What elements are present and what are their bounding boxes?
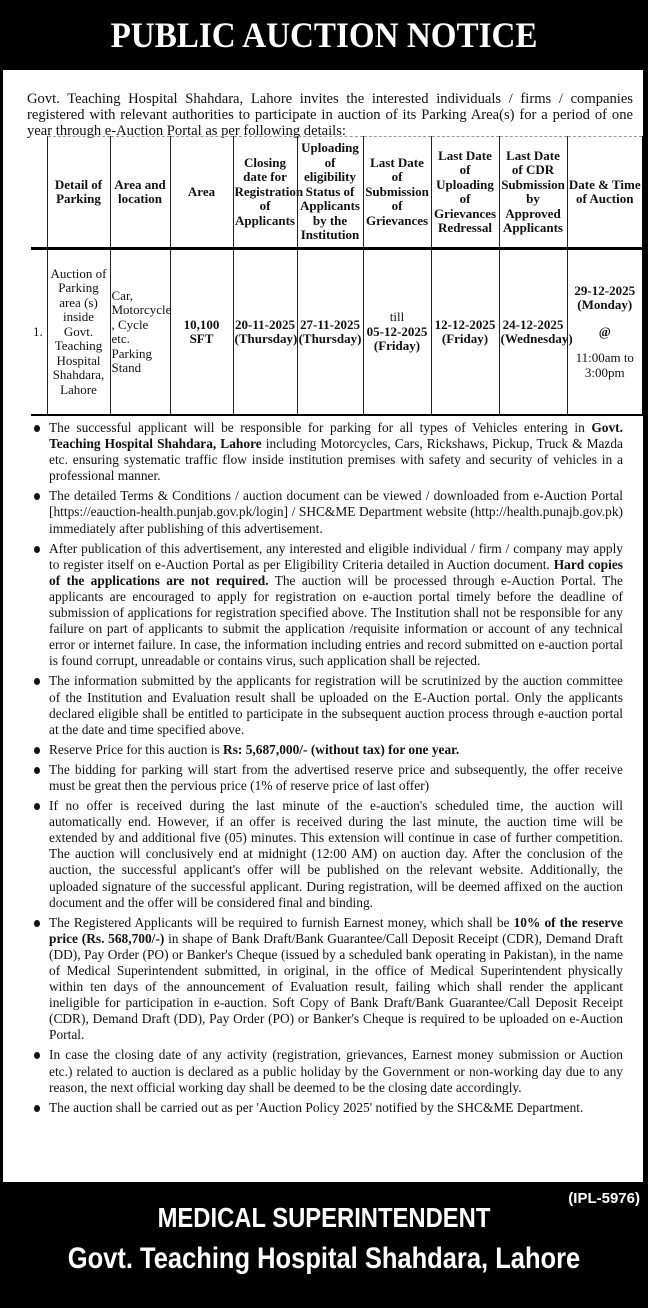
- term-text: In case the closing date of any activity (registration, grievances, Earnest money submission or Auction etc.) related to auction is declared as a public holiday by the Government or non-working day due to any reason, the next official working day shall be deemed to be the closing date accordingly.: [49, 1047, 623, 1095]
- term-item: [31, 1100, 623, 1116]
- term-text-bold: Rs: 5,687,000/- (without tax) for one year.: [223, 741, 460, 757]
- bullet-icon: [34, 1052, 40, 1059]
- terms-list: [31, 420, 623, 1120]
- bullet-icon: [34, 678, 40, 685]
- header-serial: [31, 137, 47, 249]
- cell-detail: Auction of Parking area (s) inside Govt. Teaching Hospital Shahdara, Lahore: [47, 249, 110, 416]
- cell-area: 10,100 SFT: [170, 249, 233, 416]
- cdr-date: 24-12-2025: [502, 316, 564, 332]
- term-text: The auction shall be carried out as per 'Auction Policy 2025' notified by the SHC&ME Department.: [49, 1099, 584, 1115]
- auction-at: @: [598, 323, 611, 339]
- term-text: including Motorcycles, Cars, Rickshaws, Pickup, Truck & Mazda etc. ensuring systematic traffic flow inside institution premises with safety and security of vehicles in a professional manner.: [49, 436, 623, 484]
- term-text: If no offer is received during the last minute of the e-auction's scheduled time, the auction will automatically end. However, if an offer is received during the last minute, the auction time will be extended by and additional five (05) minutes. This extension will continue in case of further competition. The auction will conclusively end at midnight (12:00 AM) on auction day. After the conclusion of the auction, the successful applicant's offer will be published on the relevant website. Additionally, the uploaded signature of the successful applicant. During registration, will be deemed affixed on the auction document and the offer will be considered final and binding.: [49, 798, 623, 910]
- term-item: [31, 673, 623, 737]
- auction-date: 29-12-2025: [574, 282, 636, 298]
- term-text: The successful applicant will be responsible for parking for all types of Vehicles entering in: [49, 420, 592, 435]
- cell-grievance-date: [363, 249, 431, 416]
- signatory-organization: Govt. Teaching Hospital Shahdara, Lahore: [67, 1242, 581, 1275]
- cell-closing-date: [233, 249, 297, 416]
- term-text: After publication of this advertisement, any interested and eligible individual / firm / company may apply to register itself on e-Auction Portal as per Eligibility Criteria detailed in Auction document.: [49, 540, 623, 572]
- header-eligibility-upload: Uploading of eligibility Status of Applicants by the Institution: [297, 137, 363, 249]
- term-item: [31, 488, 623, 536]
- header-grievance-redressal: Last Date of Uploading of Grievances Redressal: [431, 137, 499, 249]
- term-item: [31, 742, 623, 758]
- header-detail-of-parking: Detail of Parking: [47, 137, 110, 249]
- term-text: in shape of Bank Draft/Bank Guarantee/Call Deposit Receipt (CDR), Demand Draft (DD), Pay Order (PO) or Banker's Cheque (issued by a scheduled bank operating in Pakistan), in the name of Medical Superintendent submitted, in original, in the office of Medical Superintendent physically within ten days of the announcement of Evaluation result, failing which shall render the applicant ineligible for participation in e-auction. Soft Copy of Bank Draft/Bank Guarantee/Call Deposit Receipt (CDR), Demand Draft (DD), Pay Order (PO) or Banker's Cheque is required to be uploaded on e-Auction Portal.: [49, 930, 624, 1043]
- notice-header: [0, 0, 648, 70]
- grievance-prefix: till: [389, 309, 405, 325]
- bullet-icon: [34, 803, 40, 810]
- term-item: [31, 798, 623, 911]
- header-auction-date-time: Date & Time of Auction: [567, 137, 643, 249]
- intro-paragraph: Govt. Teaching Hospital Shahdara, Lahore invites the interested individuals / firms / companies registered with relevant authorities to participate in auction of its Parking Area(s) for a period of one year through e-Auction Portal as per following details:: [27, 90, 633, 139]
- term-item: [31, 1047, 623, 1095]
- header-closing-date: Closing date for Registration of Applicants: [233, 137, 297, 249]
- header-grievance-submission: Last Date of Submission of Grievances: [363, 137, 431, 249]
- ipl-reference: (IPL-5976): [568, 1190, 640, 1207]
- signatory-designation: MEDICAL SUPERINTENDENT: [157, 1202, 491, 1233]
- cdr-day: (Wednesday): [500, 331, 573, 346]
- notice-title: PUBLIC AUCTION NOTICE: [110, 15, 538, 55]
- grievance-date: 05-12-2025: [366, 323, 428, 339]
- cell-redressal-date: [431, 249, 499, 416]
- eligibility-day: (Thursday): [298, 331, 362, 346]
- notice-body: [3, 70, 643, 1182]
- term-text: The detailed Terms & Conditions / auction document can be viewed / downloaded from e-Auction Portal [https://eauction-health.punjab.gov.pk/login] / SHC&ME Department website (http://health.punajb.gov.pk) immediately after publishing of this advertisement.: [49, 488, 623, 536]
- term-item: [31, 762, 623, 794]
- table-header-row: [31, 137, 643, 249]
- redressal-date: 12-12-2025: [434, 316, 496, 332]
- notice-footer: [0, 1182, 648, 1308]
- bullet-icon: [34, 767, 40, 774]
- bullet-icon: [34, 546, 40, 553]
- term-text: Reserve Price for this auction is: [49, 741, 224, 757]
- cell-auction-date-time: [567, 249, 643, 416]
- bullet-icon: [34, 747, 40, 754]
- term-text: The auction will be processed through e-Auction Portal. The applicants are encouraged to apply for registration on e-auction portal timely before the deadline of submission of applications for registration specified above. The Institution shall not be responsible for any failure on part of applicants to submit the application /requisite information or account of any technical error or internet failure. In case, the information including entries and record submitted on e-auction portal is found corrupt, unreadable or contains virus, such application shall be rejected.: [49, 572, 623, 669]
- term-item: [31, 420, 623, 484]
- closing-date: 20-11-2025: [235, 316, 295, 332]
- term-text-bold: 10% of the reserve price (Rs. 568,700/-): [49, 914, 623, 946]
- bullet-icon: [34, 1105, 40, 1112]
- cell-eligibility-date: [297, 249, 363, 416]
- cell-cdr-date: [499, 249, 573, 416]
- term-text-bold: Hard copies of the applications are not required.: [49, 556, 623, 588]
- header-area-and-location: Area and location: [110, 137, 170, 249]
- bullet-icon: [34, 920, 40, 927]
- bullet-icon: [34, 425, 40, 432]
- term-item: [31, 915, 623, 1044]
- auction-details-table: [31, 136, 644, 416]
- term-text: The bidding for parking will start from the advertised reserve price and subsequently, the offer receive must be great then the pervious price (1% of reserve price of last offer): [49, 761, 623, 793]
- cell-location: Car, Motorcycle , Cycle etc. Parking Stand: [110, 249, 170, 416]
- bullet-icon: [34, 493, 40, 500]
- redressal-day: (Friday): [441, 331, 489, 346]
- cell-serial: 1.: [31, 249, 47, 416]
- term-text-bold: Govt. Teaching Hospital Shahdara, Lahore: [49, 420, 623, 452]
- auction-time: 11:00am to 3:00pm: [575, 350, 634, 380]
- table-row: [31, 249, 643, 416]
- term-item: [31, 541, 623, 670]
- closing-day: (Thursday): [234, 331, 298, 346]
- header-cdr-submission: Last Date of CDR Submission by Approved Applicants: [499, 137, 567, 249]
- auction-day: (Monday): [577, 297, 633, 313]
- term-text: The information submitted by the applicants for registration will be scrutinized by the auction committee of the Institution and Evaluation result shall be uploaded on the E-Auction portal. Only the applicants declared eligible shall be entitled to participate in the subsequent auction process through e-auction portal at the date and time specified above.: [49, 673, 623, 737]
- eligibility-date: 27-11-2025: [300, 316, 360, 332]
- header-area: Area: [170, 137, 233, 249]
- grievance-day: (Friday): [373, 338, 421, 354]
- term-text: The Registered Applicants will be required to furnish Earnest money, which shall be: [49, 914, 514, 930]
